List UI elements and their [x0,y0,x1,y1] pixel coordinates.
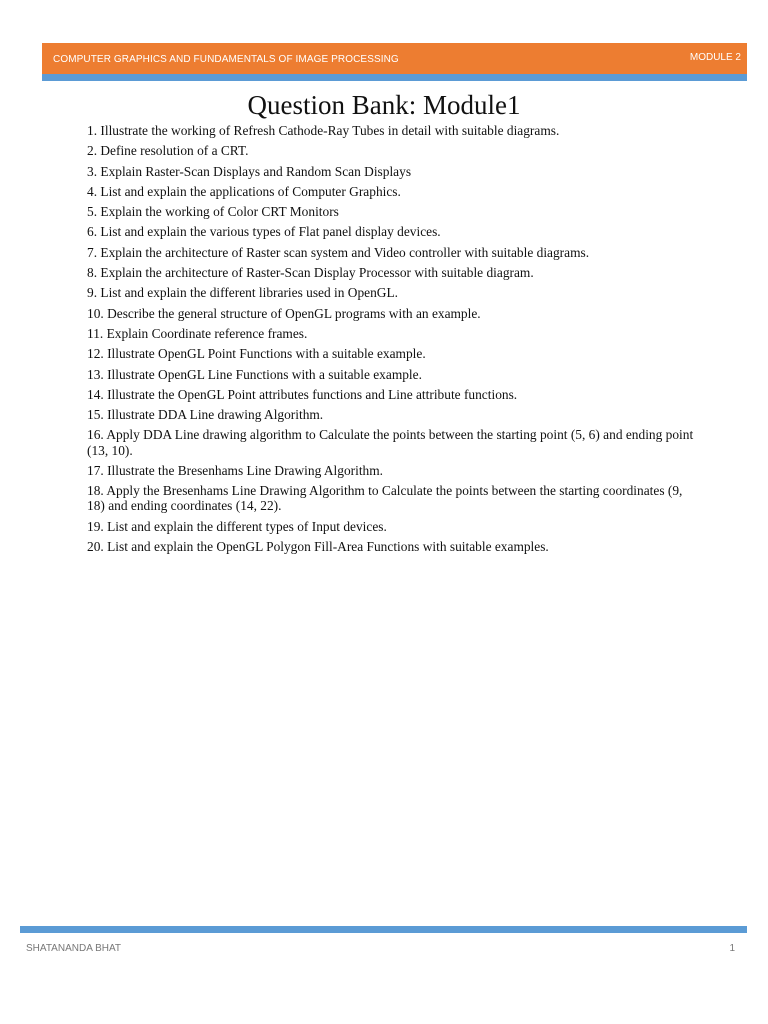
question-item: 7. Explain the architecture of Raster scan system and Video controller with suitable diagrams. [87,244,590,260]
module-label: MODULE 2 [689,52,741,63]
question-item: 16. Apply DDA Line drawing algorithm to Calculate the points between the starting point (5, 6) and ending point (13, 10). [87,427,694,458]
question-item: 13. Illustrate OpenGL Line Functions with a suitable example. [87,366,422,382]
question-item: 3. Explain Raster-Scan Displays and Random Scan Displays [87,163,412,179]
question-item: 18. Apply the Bresenhams Line Drawing Algorithm to Calculate the points between the starting coordinates (9, 18) and ending coordinates (14, 22). [87,483,683,514]
question-item: 2. Define resolution of a CRT. [87,143,249,159]
question-item: 9. List and explain the different libraries used in OpenGL. [87,285,398,301]
page-title: Question Bank: Module1 [247,90,521,120]
question-item: 1. Illustrate the working of Refresh Cathode-Ray Tubes in detail with suitable diagrams. [87,123,560,138]
footer-author: SHATANANDA BHAT [26,943,122,954]
question-item: 10. Describe the general structure of OpenGL programs with an example. [87,305,481,321]
page-number: 1 [729,943,735,954]
header-bar [42,43,747,74]
question-item: 17. Illustrate the Bresenhams Line Drawing Algorithm. [87,462,384,478]
question-item: 4. List and explain the applications of Computer Graphics. [87,183,401,199]
header-rule [42,74,747,81]
question-item: 19. List and explain the different types of Input devices. [87,518,387,534]
question-list [87,123,697,559]
question-item: 14. Illustrate the OpenGL Point attributes functions and Line attribute functions. [87,386,518,402]
question-item: 12. Illustrate OpenGL Point Functions with a suitable example. [87,346,426,362]
question-item: 5. Explain the working of Color CRT Monitors [87,204,339,220]
question-item: 8. Explain the architecture of Raster-Scan Display Processor with suitable diagram. [87,265,534,281]
question-item: 11. Explain Coordinate reference frames. [87,325,308,341]
question-item: 15. Illustrate DDA Line drawing Algorithm. [87,407,324,423]
footer-rule [20,926,747,933]
course-title: COMPUTER GRAPHICS AND FUNDAMENTALS OF IMAGE PROCESSING [53,54,399,65]
question-item: 6. List and explain the various types of Flat panel display devices. [87,224,441,240]
question-item: 20. List and explain the OpenGL Polygon Fill-Area Functions with suitable examples. [87,539,549,555]
